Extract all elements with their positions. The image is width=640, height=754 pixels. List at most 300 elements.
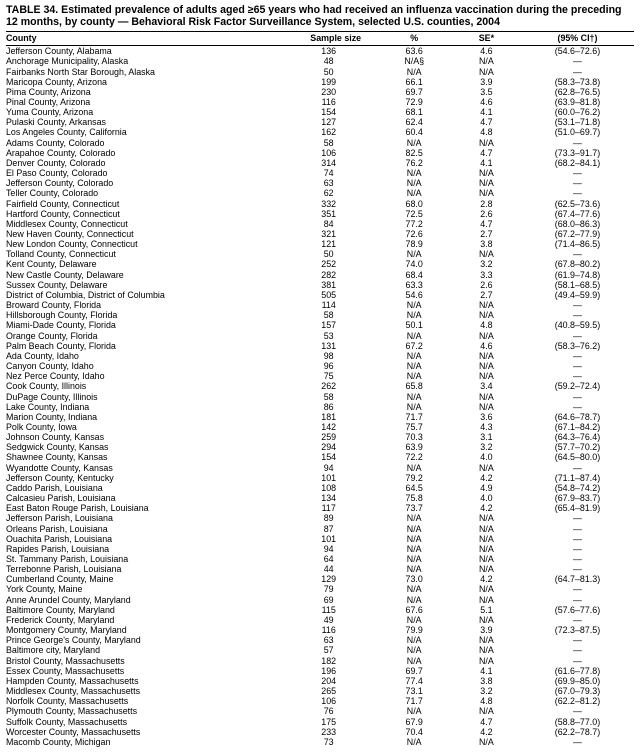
county-cell: Los Angeles County, California: [6, 127, 127, 138]
pct-cell: 70.3: [405, 432, 423, 443]
ci-cell: (71.1–87.4): [554, 472, 601, 483]
sample-size-cell: 58: [323, 310, 334, 321]
sample-size-cell: 259: [321, 432, 337, 443]
se-cell: 3.1: [480, 432, 493, 443]
county-cell: Plymouth County, Massachusetts: [6, 706, 138, 717]
county-cell: Tolland County, Connecticut: [6, 249, 116, 260]
sample-size-cell: 53: [323, 330, 334, 341]
county-cell: Jefferson County, Kentucky: [6, 472, 114, 483]
se-cell: N/A: [479, 564, 494, 575]
county-cell: Fairbanks North Star Borough, Alaska: [6, 66, 155, 77]
ci-cell: (72.3–87.5): [554, 625, 601, 636]
pct-cell: 68.1: [405, 107, 423, 118]
table-row: [6, 199, 634, 209]
ci-cell: —: [573, 178, 582, 189]
se-cell: 2.6: [480, 279, 493, 290]
table-row: [6, 402, 634, 412]
sample-size-cell: 101: [321, 472, 337, 483]
ci-cell: (68.0–86.3): [554, 218, 601, 229]
pct-cell: N/A: [406, 635, 422, 646]
table-row: [6, 524, 634, 534]
se-cell: 4.7: [480, 218, 493, 229]
se-cell: 4.8: [480, 696, 493, 707]
county-cell: Kent County, Delaware: [6, 259, 97, 270]
ci-cell: (67.1–84.2): [554, 421, 601, 432]
county-cell: Worcester County, Massachusetts: [6, 726, 141, 737]
county-cell: York County, Maine: [6, 584, 83, 595]
ci-cell: (49.4–59.9): [554, 289, 601, 300]
county-cell: Caddo Parish, Louisiana: [6, 482, 103, 493]
county-cell: Jefferson Parish, Louisiana: [6, 513, 113, 524]
ci-cell: —: [573, 614, 582, 625]
ci-cell: —: [573, 137, 582, 148]
table-row: [6, 229, 634, 239]
se-cell: N/A: [479, 330, 494, 341]
county-cell: Sedgwick County, Kansas: [6, 442, 109, 453]
table-row: [6, 666, 634, 676]
sample-size-cell: 154: [321, 107, 337, 118]
sample-size-cell: 79: [323, 584, 334, 595]
sample-size-cell: 74: [323, 168, 334, 179]
county-cell: Lake County, Indiana: [6, 401, 90, 412]
header-row: [6, 32, 634, 46]
se-cell: 4.6: [480, 340, 493, 351]
sample-size-cell: 117: [321, 503, 336, 514]
pct-cell: N/A: [406, 391, 422, 402]
ci-cell: —: [573, 310, 582, 321]
ci-cell: —: [573, 594, 582, 605]
county-cell: Pima County, Arizona: [6, 86, 91, 97]
se-cell: 3.9: [480, 625, 493, 636]
sample-size-cell: 44: [323, 564, 334, 575]
ci-cell: —: [573, 462, 582, 473]
sample-size-cell: 108: [321, 482, 337, 493]
ci-cell: —: [573, 350, 582, 361]
sample-size-cell: 127: [321, 117, 337, 128]
col-header-percent: %: [377, 32, 452, 46]
pct-cell: N/A: [406, 137, 422, 148]
pct-cell: 54.6: [405, 289, 423, 300]
county-cell: New London County, Connecticut: [6, 239, 138, 250]
ci-cell: (62.8–76.5): [554, 86, 601, 97]
ci-cell: —: [573, 706, 582, 717]
sample-size-cell: 321: [321, 229, 337, 239]
col-header-sample-size: Sample size: [295, 32, 377, 46]
table-row: [6, 46, 634, 57]
table-row: [6, 645, 634, 655]
county-cell: Montgomery County, Maryland: [6, 625, 127, 636]
se-cell: N/A: [479, 533, 494, 544]
table-row: [6, 625, 634, 635]
sample-size-cell: 505: [321, 289, 337, 300]
pct-cell: N/A: [406, 594, 422, 605]
ci-cell: (54.6–72.6): [554, 46, 601, 57]
table-row: [6, 87, 634, 97]
county-cell: Suffolk County, Massachusetts: [6, 716, 128, 727]
pct-cell: 78.9: [405, 239, 423, 250]
sample-size-cell: 314: [321, 157, 337, 168]
county-cell: Orange County, Florida: [6, 330, 98, 341]
se-cell: N/A: [479, 401, 494, 412]
se-cell: 4.9: [480, 482, 493, 493]
pct-cell: N/A: [406, 513, 422, 524]
sample-size-cell: 282: [321, 269, 337, 280]
pct-cell: N/A: [406, 188, 422, 199]
se-cell: N/A: [479, 371, 494, 382]
se-cell: 2.7: [480, 229, 493, 239]
county-cell: Marion County, Indiana: [6, 411, 98, 422]
sample-size-cell: 294: [321, 442, 337, 453]
sample-size-cell: 62: [323, 188, 334, 199]
pct-cell: 77.4: [405, 675, 423, 686]
ci-cell: —: [573, 249, 582, 260]
table-row: [6, 656, 634, 666]
table-row: [6, 117, 634, 127]
se-cell: 3.2: [480, 259, 493, 270]
sample-size-cell: 58: [323, 137, 334, 148]
pct-cell: 71.7: [405, 696, 423, 707]
pct-cell: N/A: [406, 310, 422, 321]
col-header-county: County: [6, 32, 295, 46]
pct-cell: N/A: [406, 543, 422, 554]
sample-size-cell: 63: [323, 178, 334, 189]
ci-cell: —: [573, 564, 582, 575]
table-row: [6, 564, 634, 574]
table-header: [6, 32, 634, 46]
ci-cell: (63.9–81.8): [554, 96, 601, 107]
pct-cell: N/A: [406, 249, 422, 260]
pct-cell: 79.2: [405, 472, 423, 483]
table-row: [6, 209, 634, 219]
pct-cell: 77.2: [405, 218, 423, 229]
ci-cell: (58.8–77.0): [554, 716, 601, 727]
pct-cell: 64.5: [405, 482, 423, 493]
table-row: [6, 503, 634, 513]
se-cell: 4.8: [480, 320, 493, 331]
se-cell: 4.6: [480, 96, 493, 107]
county-cell: Arapahoe County, Colorado: [6, 147, 116, 158]
se-cell: N/A: [479, 706, 494, 717]
sample-size-cell: 136: [321, 46, 337, 57]
pct-cell: 62.4: [405, 117, 423, 128]
county-cell: Wyandotte County, Kansas: [6, 462, 113, 473]
table-row: [6, 331, 634, 341]
sample-size-cell: 204: [321, 675, 337, 686]
pct-cell: 65.8: [405, 381, 423, 392]
table-row: [6, 188, 634, 198]
table-row: [6, 727, 634, 737]
county-cell: Polk County, Iowa: [6, 421, 77, 432]
ci-cell: (54.8–74.2): [554, 482, 601, 493]
ci-cell: (62.2–78.7): [554, 726, 601, 737]
pct-cell: 72.9: [405, 96, 423, 107]
ci-cell: (61.9–74.8): [554, 269, 601, 280]
ci-cell: (64.6–78.7): [554, 411, 601, 422]
county-cell: Cumberland County, Maine: [6, 574, 114, 585]
ci-cell: —: [573, 523, 582, 534]
table-row: [6, 463, 634, 473]
ci-cell: —: [573, 554, 582, 564]
table-row: [6, 676, 634, 686]
pct-cell: N/A: [406, 584, 422, 595]
county-cell: Fairfield County, Connecticut: [6, 198, 120, 209]
county-cell: Rapides Parish, Louisiana: [6, 543, 110, 554]
se-cell: 5.1: [480, 604, 493, 615]
se-cell: 3.2: [480, 686, 493, 697]
sample-size-cell: 129: [321, 574, 337, 585]
sample-size-cell: 86: [323, 401, 334, 412]
ci-cell: (64.5–80.0): [554, 452, 601, 463]
table-row: [6, 717, 634, 727]
pct-cell: 72.5: [405, 208, 423, 219]
county-cell: Hampden County, Massachusetts: [6, 675, 139, 686]
sample-size-cell: 63: [323, 635, 334, 646]
se-cell: N/A: [479, 391, 494, 402]
county-cell: Middlesex County, Connecticut: [6, 218, 128, 229]
pct-cell: N/A: [406, 564, 422, 575]
table-row: [6, 270, 634, 280]
county-cell: Sussex County, Delaware: [6, 279, 108, 290]
table-row: [6, 381, 634, 391]
sample-size-cell: 332: [321, 198, 337, 209]
table-body: [6, 46, 634, 747]
ci-cell: —: [573, 300, 582, 311]
se-cell: N/A: [479, 66, 494, 77]
county-cell: Hartford County, Connecticut: [6, 208, 120, 219]
se-cell: N/A: [479, 655, 494, 666]
sample-size-cell: 154: [321, 452, 337, 463]
ci-cell: —: [573, 168, 582, 179]
se-cell: 3.5: [480, 86, 493, 97]
se-cell: N/A: [479, 645, 494, 656]
pct-cell: N/A: [406, 736, 422, 747]
table-row: [6, 77, 634, 87]
sample-size-cell: 233: [321, 726, 337, 737]
se-cell: N/A: [479, 350, 494, 361]
ci-cell: (65.4–81.9): [554, 503, 601, 514]
pct-cell: N/A: [406, 371, 422, 382]
se-cell: N/A: [479, 137, 494, 148]
se-cell: 4.2: [480, 574, 493, 585]
table-row: [6, 452, 634, 462]
ci-cell: (59.2–72.4): [554, 381, 601, 392]
table-row: [6, 219, 634, 229]
pct-cell: 72.2: [405, 452, 423, 463]
county-cell: Maricopa County, Arizona: [6, 76, 107, 87]
sample-size-cell: 50: [323, 66, 334, 77]
sample-size-cell: 76: [323, 706, 334, 717]
sample-size-cell: 96: [323, 361, 334, 372]
ci-cell: —: [573, 513, 582, 524]
table-row: [6, 290, 634, 300]
sample-size-cell: 265: [321, 686, 337, 697]
sample-size-cell: 75: [323, 371, 334, 382]
county-cell: Orleans Parish, Louisiana: [6, 523, 108, 534]
se-cell: N/A: [479, 543, 494, 554]
county-cell: Johnson County, Kansas: [6, 432, 105, 443]
ci-cell: —: [573, 645, 582, 656]
ci-cell: (67.4–77.6): [554, 208, 601, 219]
se-cell: N/A: [479, 188, 494, 199]
pct-cell: 63.6: [405, 46, 423, 57]
se-cell: 4.1: [480, 157, 493, 168]
ci-cell: —: [573, 66, 582, 77]
table-row: [6, 392, 634, 402]
table-row: [6, 56, 634, 66]
table-row: [6, 107, 634, 117]
county-cell: Pulaski County, Arkansas: [6, 117, 106, 128]
pct-cell: 73.0: [405, 574, 423, 585]
pct-cell: 70.4: [405, 726, 423, 737]
se-cell: 4.7: [480, 117, 493, 128]
ci-cell: —: [573, 401, 582, 412]
table-row: [6, 432, 634, 442]
table-row: [6, 422, 634, 432]
county-cell: Pinal County, Arizona: [6, 96, 91, 107]
county-cell: Jefferson County, Colorado: [6, 178, 114, 189]
pct-cell: N/A: [406, 462, 422, 473]
table-row: [6, 686, 634, 696]
pct-cell: N/A: [406, 361, 422, 372]
col-header-se: SE*: [452, 32, 521, 46]
county-cell: Norfolk County, Massachusetts: [6, 696, 129, 707]
county-cell: Broward County, Florida: [6, 300, 102, 311]
table-row: [6, 595, 634, 605]
se-cell: 4.2: [480, 726, 493, 737]
county-cell: Essex County, Massachusetts: [6, 665, 125, 676]
ci-cell: (58.3–76.2): [554, 340, 601, 351]
sample-size-cell: 121: [321, 239, 337, 250]
sample-size-cell: 106: [321, 147, 337, 158]
pct-cell: 67.2: [405, 340, 423, 351]
se-cell: 3.2: [480, 442, 493, 453]
pct-cell: 73.7: [405, 503, 423, 514]
county-cell: Cook County, Illinois: [6, 381, 87, 392]
se-cell: N/A: [479, 249, 494, 260]
county-cell: Miami-Dade County, Florida: [6, 320, 116, 331]
ci-cell: (64.3–76.4): [554, 432, 601, 443]
ci-cell: —: [573, 330, 582, 341]
pct-cell: 68.0: [405, 198, 423, 209]
ci-cell: —: [573, 655, 582, 666]
county-cell: Baltimore city, Maryland: [6, 645, 101, 656]
se-cell: N/A: [479, 168, 494, 179]
ci-cell: (53.1–71.8): [554, 117, 601, 128]
table-row: [6, 97, 634, 107]
sample-size-cell: 101: [321, 533, 337, 544]
ci-cell: —: [573, 736, 582, 747]
table-row: [6, 259, 634, 269]
table-row: [6, 280, 634, 290]
table-title: TABLE 34. Estimated prevalence of adults aged ≥65 years who had received an influenza vaccination during the preceding 12 months, by county — Behavioral Risk Factor Surveillance System, selected U.S. counties, 2004: [6, 4, 622, 28]
sample-size-cell: 73: [323, 736, 334, 747]
table-row: [6, 706, 634, 716]
se-cell: 4.3: [480, 421, 493, 432]
pct-cell: N/A: [406, 533, 422, 544]
sample-size-cell: 116: [321, 96, 336, 107]
sample-size-cell: 48: [323, 56, 334, 67]
se-cell: 2.6: [480, 208, 493, 219]
county-cell: DuPage County, Illinois: [6, 391, 98, 402]
se-cell: N/A: [479, 584, 494, 595]
sample-size-cell: 89: [323, 513, 334, 524]
se-cell: 4.2: [480, 503, 493, 514]
pct-cell: N/A: [406, 300, 422, 311]
pct-cell: N/A: [406, 350, 422, 361]
sample-size-cell: 64: [323, 554, 334, 564]
se-cell: N/A: [479, 361, 494, 372]
sample-size-cell: 114: [321, 300, 336, 311]
se-cell: 2.7: [480, 289, 493, 300]
ci-cell: (62.5–73.6): [554, 198, 601, 209]
se-cell: 3.3: [480, 269, 493, 280]
se-cell: 4.7: [480, 716, 493, 727]
se-cell: 3.4: [480, 381, 493, 392]
table-row: [6, 554, 634, 564]
pct-cell: N/A: [406, 401, 422, 412]
ci-cell: (62.2–81.2): [554, 696, 601, 707]
pct-cell: N/A: [406, 706, 422, 717]
ci-cell: —: [573, 391, 582, 402]
county-cell: New Castle County, Delaware: [6, 269, 124, 280]
ci-cell: —: [573, 371, 582, 382]
table-row: [6, 615, 634, 625]
sample-size-cell: 134: [321, 493, 337, 504]
county-cell: Baltimore County, Maryland: [6, 604, 115, 615]
pct-cell: N/A: [406, 645, 422, 656]
se-cell: N/A: [479, 736, 494, 747]
table-row: [6, 493, 634, 503]
ci-cell: —: [573, 533, 582, 544]
se-cell: 4.0: [480, 493, 493, 504]
table-row: [6, 605, 634, 615]
county-cell: Shawnee County, Kansas: [6, 452, 108, 463]
ci-cell: (60.0–76.2): [554, 107, 601, 118]
table-row: [6, 249, 634, 259]
pct-cell: N/A: [406, 554, 422, 564]
pct-cell: 74.0: [405, 259, 423, 270]
sample-size-cell: 157: [321, 320, 337, 331]
se-cell: 2.8: [480, 198, 493, 209]
pct-cell: 79.9: [405, 625, 423, 636]
pct-cell: N/A: [406, 168, 422, 179]
ci-cell: (67.2–77.9): [554, 229, 601, 239]
table-row: [6, 696, 634, 706]
county-cell: Ouachita Parish, Louisiana: [6, 533, 113, 544]
sample-size-cell: 69: [323, 594, 334, 605]
pct-cell: 63.9: [405, 442, 423, 453]
se-cell: N/A: [479, 310, 494, 321]
pct-cell: 69.7: [405, 665, 423, 676]
table-row: [6, 178, 634, 188]
county-cell: Denver County, Colorado: [6, 157, 106, 168]
se-cell: N/A: [479, 554, 494, 564]
table-row: [6, 148, 634, 158]
sample-size-cell: 175: [321, 716, 337, 727]
county-cell: Ada County, Idaho: [6, 350, 79, 361]
ci-cell: (73.3–91.7): [554, 147, 601, 158]
sample-size-cell: 142: [321, 421, 337, 432]
ci-cell: (57.7–70.2): [554, 442, 601, 453]
table-row: [6, 239, 634, 249]
table-row: [6, 412, 634, 422]
se-cell: N/A: [479, 594, 494, 605]
pct-cell: 75.8: [405, 493, 423, 504]
se-cell: 4.0: [480, 452, 493, 463]
pct-cell: 73.1: [405, 686, 423, 697]
se-cell: N/A: [479, 513, 494, 524]
ci-cell: (71.4–86.5): [554, 239, 601, 250]
